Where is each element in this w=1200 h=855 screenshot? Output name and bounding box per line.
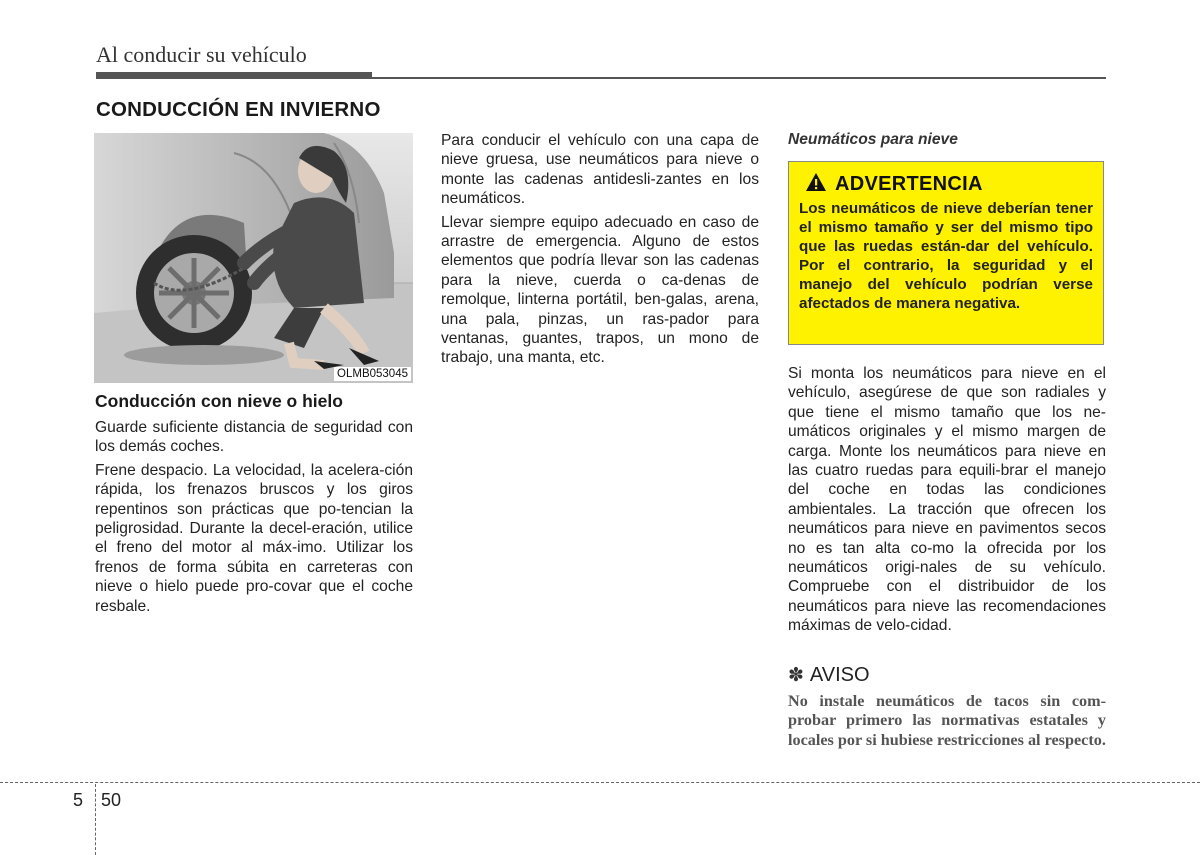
header-rule xyxy=(372,77,1106,79)
footer-divider xyxy=(95,784,96,855)
paragraph: Si monta los neumáticos para nieve en el vehículo, asegúrese de que son radiales y que tiene el mismo tamaño que los ne-umáticos originales y el mismo margen de carga. Monte los neumáticos para nieve en las cuatro ruedas para equili-brar el manejo del coche en todas las condiciones ambientales. La tracción que ofrecen los neumáticos para nieve en pavimentos secos no es tan alta co-mo la ofrecida por los neumáticos origi-nales de su vehículo. Compruebe con el distribuidor de los neumáticos para nieve las recomendaciones máximas de velo-cidad. xyxy=(788,365,1106,635)
column-3-body xyxy=(788,364,1106,640)
running-head: Al conducir su vehículo xyxy=(96,42,307,67)
subheading-snow-tires: Neumáticos para nieve xyxy=(788,131,958,148)
footer-rule xyxy=(0,782,1200,783)
warning-text: Los neumáticos de nieve deberían tener el mismo tamaño y ser del mismo tipo que las ruedas están-dar del vehículo. Por el contrario, la seguridad y el manejo del vehículo podrían verse afectados de manera negativa. xyxy=(799,200,1093,313)
warning-title: ADVERTENCIA xyxy=(835,173,983,195)
asterisk-icon: ✽ xyxy=(788,665,804,686)
column-2 xyxy=(441,131,759,372)
woman-fitting-snow-chain-illustration xyxy=(94,133,413,383)
notice-title: AVISO xyxy=(809,664,870,686)
header-bar xyxy=(96,72,372,79)
paragraph: Guarde suficiente distancia de seguridad con los demás coches. xyxy=(95,419,413,456)
figure-code: OLMB053045 xyxy=(334,367,411,381)
notice-text: No instale neumáticos de tacos sin com-probar primero las normativas estatales y locales por si hubiese restricciones al respecto. xyxy=(788,692,1106,749)
paragraph: Llevar siempre equipo adecuado en caso de arrastre de emergencia. Alguno de estos elementos que podría llevar son las cadenas para la nieve, cuerda o ca-denas de remolque, linterna portátil, ben-galas, arena, una pala, pinzas, un ras-pador para ventanas, guantes, trapos, un mono de trabajo, una manta, etc. xyxy=(441,213,759,367)
section-number: 5 xyxy=(73,790,84,810)
paragraph: Frene despacio. La velocidad, la acelera-ción rápida, los frenazos bruscos y los giros repentinos son prácticas que po-tencian la peligrosidad. Durante la decel-eración, utilice el freno del motor al máx-imo. Utilizar los frenos de forma súbita en carreteras con nieve o hielo puede pro-covar que el coche resbale. xyxy=(95,461,413,615)
subheading-snow-ice: Conducción con nieve o hielo xyxy=(95,391,343,411)
warning-box xyxy=(788,161,1104,345)
warning-triangle-icon xyxy=(805,172,827,197)
page-number: 50 xyxy=(101,790,122,810)
paragraph: Para conducir el vehículo con una capa de nieve gruesa, use neumáticos para nieve o monte las cadenas antidesli-zantes en los neumáticos. xyxy=(441,132,759,208)
column-1 xyxy=(95,390,413,620)
notice-header xyxy=(788,664,870,687)
illustration xyxy=(94,133,413,383)
warning-header xyxy=(805,172,1093,197)
section-title: CONDUCCIÓN EN INVIERNO xyxy=(96,98,381,121)
